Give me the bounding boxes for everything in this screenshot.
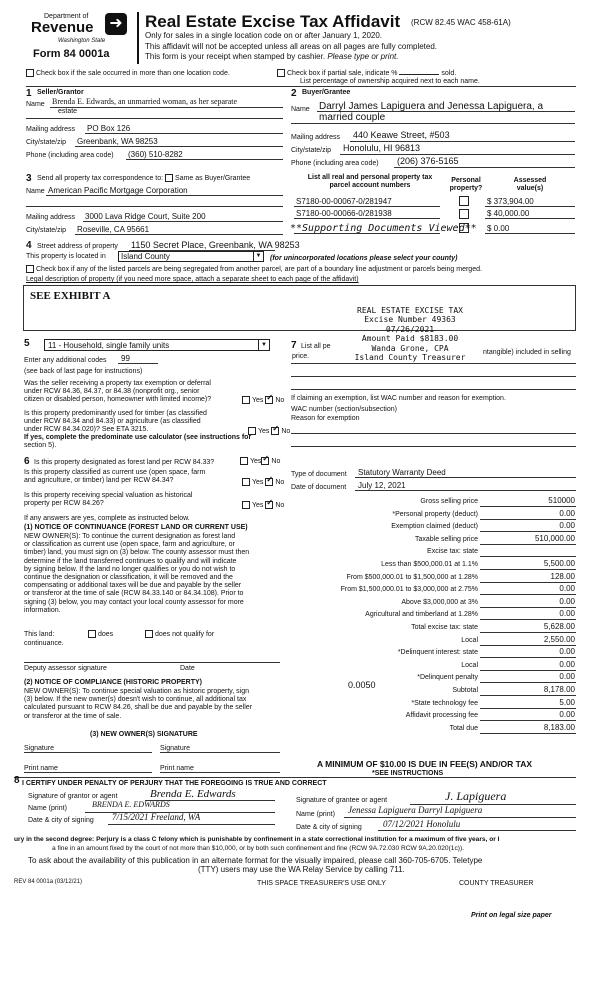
grantor-signature[interactable]: Brenda E. Edwards [150,788,236,800]
assessed-header: Assessed value(s) [513,177,547,192]
assessed-value[interactable]: $ 373,904.00 [487,197,534,206]
calc-value[interactable]: 0.00 [559,647,575,657]
q-timber: Is this property predominantly used for timber (as classified under RCW 84.34 and 84.33) or agriculture (as classified under RCW 84.34.020)? See ETA 3215. If yes, complete the predominate use calculator (see instructions for section 5). [24,410,252,450]
calc-label: Local [461,661,478,669]
notice-2-heading: (2) NOTICE OF COMPLIANCE (HISTORIC PROPERTY) [24,679,202,686]
calc-label: Exemption claimed (deduct) [391,523,478,531]
calc-label: From $500,000.01 to $1,500,000 at 1.28% [346,573,478,581]
q-timber-yesno[interactable]: Yes ✓ No [248,427,290,436]
seller-mail[interactable]: PO Box 126 [87,124,131,133]
rev-number: REV 84 0001a (03/12/21) [14,879,83,885]
calc-label: Taxable selling price [414,535,478,543]
q-exemption: Was the seller receiving a property tax exemption or deferral under RCW 84.36, 84.37, or 84.38 (nonprofit org., senior citizen or disabled person, homeowner with limited income)? [24,380,212,404]
perjury-warning-2: a fine in an amount fixed by the court of not more than $10,000, or by both such confinement and fine (RCW 9A.72.030 RCW 9A.20.020(1c)). [52,845,464,852]
street-address[interactable]: 1150 Secret Place, Greenbank, WA 98253 [131,240,300,250]
rcw-ref: (RCW 82.45 WAC 458-61A) [411,18,511,27]
q-current-use: Is this property classified as current use (open space, farm and agriculture, or timber) land per RCW 84.34? [24,469,206,485]
segregated-check[interactable]: Check box if any of the listed parcels are being segregated from another parcel, are part of a boundary line adjustment or parcels being merged. [26,265,482,274]
calc-label: From $1,500,000.01 to $3,000,000 at 2.75% [340,586,478,594]
calc-value[interactable]: 8,183.00 [543,722,575,732]
calc-label: Excise tax: state [427,548,478,556]
personal-checkbox[interactable] [459,196,469,206]
calc-value[interactable]: 0.00 [559,710,575,720]
exemption-note: If claiming an exemption, list WAC number and reason for exemption. [291,395,506,402]
multi-location-check[interactable]: Check box if the sale occurred in more than one location code. [26,69,230,78]
seller-heading: Seller/Grantor [37,89,84,96]
additional-codes[interactable]: 99 [121,354,130,363]
calc-label: Local [461,636,478,644]
document-date[interactable]: July 12, 2021 [358,481,406,490]
calc-label: Total due [449,724,478,732]
calc-value[interactable]: 128.00 [550,571,575,581]
calc-value[interactable]: 0.00 [559,596,575,606]
revenue-logo-icon: ➜ [105,13,127,35]
grantee-date[interactable]: 07/12/2021 Honolulu [383,819,461,829]
seller-city[interactable]: Greenbank, WA 98253 [77,137,158,146]
calc-value[interactable]: 5.00 [559,697,575,707]
dept-line1: Department of [44,13,89,20]
tty-note: (TTY) users may use the WA Relay Service by calling 711. [198,865,405,874]
tax-corr-city[interactable]: Roseville, CA 95661 [77,225,150,234]
notice-3-heading: (3) NEW OWNER(S) SIGNATURE [90,731,198,738]
legal-desc-label: Legal description of property (if you need more space, attach a separate sheet to each page of the affidavit) [26,276,359,283]
buyer-city[interactable]: Honolulu, HI 96813 [343,143,421,153]
grantor-date[interactable]: 7/15/2021 Freeland, WA [112,812,201,822]
calc-value[interactable]: 5,628.00 [543,622,575,631]
tax-corr-mail[interactable]: 3000 Lava Ridge Court, Suite 200 [85,212,206,221]
calc-label: Subtotal [452,687,478,694]
subtitle-2: This affidavit will not be accepted unless all areas on all pages are fully completed. [145,42,438,51]
chevron-down-icon: ▼ [258,340,269,350]
county-select[interactable]: Island County ▼ [118,251,264,262]
grantee-signature[interactable]: J. Lapiguera [445,789,507,803]
treasurer-stamp: REAL ESTATE EXCISE TAX Excise Number 49363 07/26/2021 Amount Paid $8183.00 Wanda Grone, CPA Island County Treasurer [354,306,466,363]
street-address-label: Street address of property [37,243,118,250]
calc-value[interactable]: 5,500.00 [543,559,575,568]
calc-value[interactable]: 8,178.00 [543,685,575,694]
legal-size-note: Print on legal size paper [471,912,552,919]
notice-1-text: NEW OWNER(S): To continue the current designation as forest land or classification as current use (open space, farm and agriculture, or timber) land, you must sign on (3) below. The county assessor must then determine if the land transferred continues to qualify and will indicate by signing below. If the land no longer qualifies or you do not wish to continue the designation or classification, it will be removed and the compensating or additional taxes will be due and payable by the seller or transferor at the time of sale (RCW 84.33.140 or 84.34.108). Prior to signing (3) below, you may contact your local county assessor for more information. [24,533,250,614]
calc-label: Agricultural and timberland at 1.28% [365,611,478,619]
parcel-row[interactable]: S7180-00-00066-0/281938 [296,209,392,218]
subtitle-1: Only for sales in a single location code on or after January 1, 2020. [145,31,383,40]
calc-label: Total excise tax: state [411,624,478,631]
tax-corr-name[interactable]: American Pacific Mortgage Corporation [48,186,188,195]
form-title: Real Estate Excise Tax Affidavit [145,12,401,31]
q-current-use-yesno[interactable]: Yes ✓ No [242,478,284,487]
buyer-phone[interactable]: (206) 376-5165 [397,156,459,166]
local-rate[interactable]: 0.0050 [348,680,376,690]
calc-label: Less than $500,000.01 at 1.1% [381,561,478,568]
calc-label: Above $3,000,000 at 3% [401,598,478,606]
q-exemption-yesno[interactable]: Yes ✓ No [242,396,284,405]
parcels-header: List all real and personal property tax parcel account numbers [307,174,433,189]
calc-label: Affidavit processing fee [405,712,478,720]
seller-phone[interactable]: (360) 510-8282 [128,150,183,159]
does-check[interactable]: does [88,630,113,639]
calc-value[interactable]: 510,000.00 [534,533,575,543]
county-treasurer: COUNTY TREASURER [459,880,534,887]
calc-label: *Personal property (deduct) [392,510,478,518]
q-forest: Is this property designated as forest land per RCW 84.33? [34,459,215,466]
section7-text: List all pe [301,343,331,350]
seller-name-2[interactable]: estate [58,108,78,115]
chevron-down-icon: ▼ [253,252,263,261]
assessed-value[interactable]: $ 40,000.00 [487,209,530,218]
parcel-row[interactable]: S7180-00-00067-0/281947 [296,197,392,206]
does-not-check[interactable]: does not qualify for [145,630,214,639]
document-type[interactable]: Statutory Warranty Deed [358,468,446,477]
seller-name[interactable]: Brenda E. Edwards, an unmarried woman, as her separate [52,97,238,106]
partial-sale-check[interactable]: Check box if partial sale, indicate % sold. [277,69,456,78]
personal-header: Personal property? [449,177,483,192]
dept-logo-text: Revenue [31,19,94,36]
exhibit-text: SEE EXHIBIT A [30,290,111,302]
grantor-name[interactable]: BRENDA E. EDWARDS [92,800,170,809]
treasurer-use-only: THIS SPACE TREASURER'S USE ONLY [257,880,386,887]
minimum-notice: A MINIMUM OF $10.00 IS DUE IN FEE(S) AND/OR TAX [317,759,533,769]
q-forest-yesno[interactable]: Yes✓ No [240,457,280,466]
perjury-warning: ury in the second degree: Perjury is a class C felony which is punishable by confinement in a state correctional institution for a maximum of five years, or I [14,836,500,843]
calc-value[interactable]: 0.00 [559,672,575,682]
calc-value[interactable]: 510000 [548,496,575,505]
subtitle-3: This form is your receipt when stamped by cashier. Please type or print. [145,52,399,61]
personal-checkbox[interactable] [459,209,469,219]
q-historic: Is this property receiving special valuation as historical property per RCW 84.26? [24,492,193,508]
calc-value[interactable]: 0.00 [559,659,575,669]
parcel-row[interactable]: **Supporting Documents Viewed** [290,223,477,234]
calc-value[interactable]: 0.00 [559,508,575,518]
buyer-name-2[interactable]: married couple [319,112,386,123]
calc-label: Gross selling price [420,498,478,505]
dept-line3: Washington State [58,38,106,44]
section8-heading: I CERTIFY UNDER PENALTY OF PERJURY THAT THE FOREGOING IS TRUE AND CORRECT [22,780,327,787]
buyer-name[interactable]: Darryl James Lapiguera and Jenessa Lapiguera, a [319,101,544,112]
notice-1-heading: (1) NOTICE OF CONTINUANCE (FOREST LAND OR CURRENT USE) [24,524,248,531]
personal-checkbox[interactable] [459,223,469,233]
calc-label: *Delinquent interest: state [397,649,478,657]
notice-2-text: NEW OWNER(S): To continue special valuation as historic property, sign (3) below. If the new owner(s) doesn't wish to continue, all additional tax calculated pursuant to RCW 84.26, shall be due and payable by the seller or transferor at the time of sale. [24,688,253,720]
calc-value[interactable]: 0.00 [559,521,575,531]
calc-value[interactable]: 2,550.00 [543,634,575,644]
form-number: Form 84 0001a [33,48,110,60]
calc-label: *Delinquent penalty [417,674,478,682]
calc-value[interactable]: 0.00 [559,609,575,619]
ownership-note: List percentage of ownership acquired next to each name. [300,78,480,85]
q-historic-yesno[interactable]: Yes ✓ No [242,501,284,510]
assessed-value[interactable]: $ 0.00 [487,224,510,233]
land-use-select[interactable]: 11 - Household, single family units ▼ [44,339,270,351]
alt-format-note: To ask about the availability of this publication in an alternate format for the visually impaired, please call 360-705-6705. Teletype [28,856,483,865]
buyer-mail[interactable]: 440 Keawe Street, #503 [353,130,450,140]
calc-label: *State technology fee [411,699,478,707]
county-note: (for unincorporated locations please select your county) [270,255,458,262]
buyer-heading: Buyer/Grantee [302,89,351,96]
calc-value[interactable]: 0.00 [559,584,575,594]
see-instructions: *SEE INSTRUCTIONS [372,770,444,777]
section3-heading: Send all property tax correspondence to: Same as Buyer/Grantee [37,174,251,182]
grantee-name[interactable]: Jenessa Lapiguera Darryl Lapiguera [348,805,483,815]
